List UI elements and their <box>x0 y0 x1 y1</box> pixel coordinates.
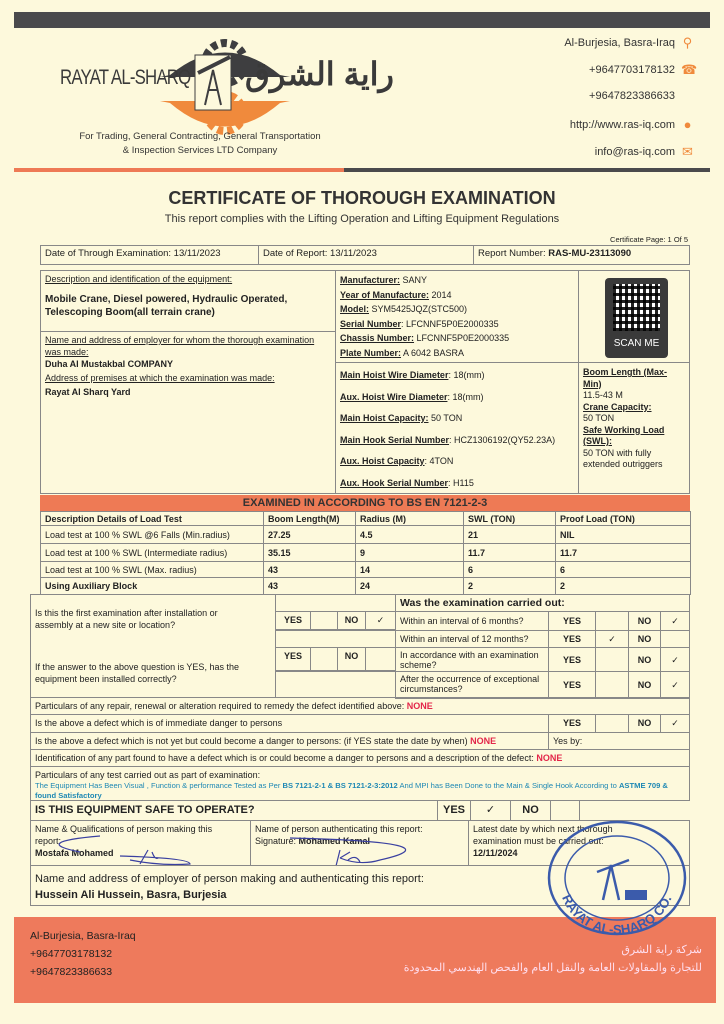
report-number <box>473 245 690 265</box>
question-first-exam: Is this the first examination after installation or assembly at a new site or location? <box>35 608 218 630</box>
mail-icon: ✉ <box>682 144 693 159</box>
table-cell: 21 <box>463 525 556 544</box>
field-label: Manufacturer: <box>340 275 401 285</box>
identification-row <box>30 749 690 767</box>
tagline-line: For Trading, General Contracting, General Transportation <box>79 131 321 142</box>
field-label: Plate Number: <box>340 347 402 358</box>
questions-left <box>30 594 276 698</box>
employer-section <box>40 331 336 494</box>
spec-value: : 4TON <box>424 456 454 466</box>
repair-row <box>30 697 690 715</box>
phone-text: +9647823386633 <box>589 90 675 102</box>
spec-label: Main Hoist Capacity: <box>340 413 429 423</box>
table-cell: 24 <box>355 577 464 595</box>
spec-label: Main Hoist Wire Diameter <box>340 370 449 380</box>
carried-no-box[interactable]: ✓ <box>660 611 690 631</box>
q2-no-box[interactable] <box>365 647 396 672</box>
question-installed-correctly: If the answer to the above question is YES, has the equipment been installed correctly? <box>35 662 239 684</box>
carried-yes-box[interactable] <box>595 647 629 672</box>
safe-question: IS THIS EQUIPMENT SAFE TO OPERATE? <box>30 800 438 821</box>
header-bar <box>14 12 710 28</box>
spec-value: : 18(mm) <box>447 391 484 402</box>
immediate-no-check[interactable]: ✓ <box>660 714 690 733</box>
logo-text-en: RAYAT AL-SHARQ <box>60 66 191 89</box>
table-cell: NIL <box>555 525 691 544</box>
q-spacer <box>275 629 396 648</box>
q2-yes-box[interactable] <box>310 647 338 672</box>
hoist-spec <box>340 451 574 473</box>
next-exam-date: 12/11/2024 <box>473 848 518 858</box>
tests-standard: ASTME 709 & found Satisfactory <box>35 781 668 800</box>
table-cell: Load test at 100 % SWL (Intermediate radius) <box>40 543 264 562</box>
premises-value: Rayat Al Sharq Yard <box>45 387 131 397</box>
report-date: Date of Report: 13/11/2023 <box>258 245 474 265</box>
swl-value: 50 TON with fully extended outriggers <box>583 447 663 469</box>
spec-label: Aux. Hoist Capacity <box>340 456 425 466</box>
website-link[interactable]: http://www.ras-iq.com <box>569 118 675 131</box>
location-pin-icon: ⚲ <box>682 35 693 50</box>
identification-value: NONE <box>536 753 563 763</box>
safe-no-box[interactable] <box>550 800 580 821</box>
q1-yes[interactable]: YES <box>275 611 311 631</box>
crane-capacity-label: Crane Capacity: <box>583 401 652 412</box>
employer-of-person-value: Hussein Ali Hussein, Basra, Burjesia <box>35 889 227 901</box>
table-cell: 11.7 <box>463 543 556 562</box>
table-header: SWL (TON) <box>463 511 556 526</box>
carried-yes[interactable]: YES <box>548 630 596 648</box>
safe-no[interactable]: NO <box>510 800 551 821</box>
table-cell: Load test at 100 % SWL (Max. radius) <box>40 561 264 578</box>
table-cell: 2 <box>555 577 691 595</box>
carried-yes[interactable]: YES <box>548 647 596 672</box>
hoist-spec <box>340 473 574 495</box>
carried-no[interactable]: NO <box>628 611 661 631</box>
table-cell: 43 <box>263 577 356 595</box>
carried-no-box[interactable]: ✓ <box>660 647 690 672</box>
contact-address <box>564 36 694 49</box>
future-danger-row <box>30 732 549 750</box>
table-cell: 43 <box>263 561 356 578</box>
auth-label: Name of person authenticating this report: <box>255 824 423 834</box>
equipment-field <box>340 346 574 361</box>
auth-value: Mohamed Kamal <box>298 836 371 846</box>
carried-yes-box[interactable] <box>595 611 629 631</box>
next-exam-label: Latest date by which next thorough examination must be carried out: <box>473 824 613 846</box>
equipment-field <box>340 302 574 317</box>
handwritten-signature <box>40 828 460 868</box>
table-header: Radius (M) <box>355 511 464 526</box>
desc-label: Description and identification of the equipment: <box>45 274 233 284</box>
footer-arabic-desc: للتجارة والمقاولات العامة والنقل العام والفحص الهندسي المحدودة <box>403 962 702 974</box>
employer-of-person-label: Name and address of employer of person making and authenticating this report: <box>35 873 424 885</box>
table-cell: 27.25 <box>263 525 356 544</box>
field-label: Year of Manufacture: <box>340 289 430 300</box>
carried-out-title: Was the examination carried out: <box>395 594 690 612</box>
report-number-value: RAS-MU-23113090 <box>548 248 632 259</box>
carried-no[interactable]: NO <box>628 647 661 672</box>
company-stamp <box>545 820 690 938</box>
identification-label: Identification of any part found to have a defect which is or could become a danger to persons and a description of the defect: <box>35 753 537 763</box>
table-cell: 4.5 <box>355 525 464 544</box>
safe-yes-check[interactable]: ✓ <box>470 800 511 821</box>
carried-label: After the occurrence of exceptional circumstances? <box>395 671 549 699</box>
hoist-specs <box>335 362 579 494</box>
contact-email[interactable] <box>595 145 694 158</box>
table-cell: Load test at 100 % SWL @6 Falls (Min.radius) <box>40 525 264 544</box>
carried-no[interactable]: NO <box>628 630 661 648</box>
qr-label: SCAN ME <box>613 338 660 349</box>
table-cell: 35.15 <box>263 543 356 562</box>
contact-phone2 <box>589 90 675 102</box>
carried-yes-box[interactable]: ✓ <box>595 630 629 648</box>
spec-value: : H115 <box>448 477 474 488</box>
certificate-page: Certificate Page: 1 Of 5 <box>610 235 688 244</box>
hoist-spec <box>340 430 574 452</box>
equipment-identification <box>335 270 579 363</box>
company-tagline <box>50 130 350 158</box>
q-spacer <box>275 594 396 612</box>
table-cell: 14 <box>355 561 464 578</box>
q2-no[interactable]: NO <box>337 647 366 672</box>
carried-no-box[interactable]: ✓ <box>660 671 690 699</box>
globe-icon: ● <box>683 117 692 132</box>
table-cell: 2 <box>463 577 556 595</box>
carried-label: Within an interval of 6 months? <box>395 611 549 631</box>
tests-text: The Equipment Has Been Visual , Function & performance Tested as Per <box>35 781 283 790</box>
divider-dark <box>344 168 710 172</box>
qr-code[interactable] <box>605 278 668 358</box>
tagline-line: & Inspection Services LTD Company <box>122 145 278 156</box>
table-header: Description Details of Load Test <box>40 511 264 526</box>
immediate-danger-label: Is the above a defect which is of immediate danger to persons <box>30 714 549 733</box>
load-test-band: EXAMINED IN ACCORDING TO BS EN 7121-2-3 <box>40 495 690 512</box>
report-number-label: Report Number: <box>478 248 549 259</box>
field-value: SYM5425JQZ(STC500) <box>369 304 468 314</box>
desc-value: Mobile Crane, Diesel powered, Hydraulic Operated, Telescoping Boom(all terrain crane) <box>45 294 288 318</box>
footer-arabic-name: شركة راية الشرق <box>621 944 702 956</box>
spec-label: Aux. Hook Serial Number <box>340 477 449 488</box>
tests-label: Particulars of any test carried out as part of examination: <box>35 770 261 780</box>
table-header: Boom Length(M) <box>263 511 356 526</box>
address-text: Al-Burjesia, Basra-Iraq <box>564 36 675 49</box>
field-label: Serial Number <box>340 318 402 329</box>
immediate-yes-box[interactable] <box>595 714 629 733</box>
maker-value: Mostafa Mohamed <box>35 848 114 858</box>
field-value: : LFCNNF5P0E2000335 <box>401 318 499 329</box>
table-cell: 9 <box>355 543 464 562</box>
tests-text: And MPI has Been Done to the Main & Single Hook According to <box>397 781 619 790</box>
qr-code-icon <box>613 284 660 331</box>
tests-row <box>30 766 690 801</box>
page-title: CERTIFICATE OF THOROUGH EXAMINATION <box>168 188 556 208</box>
exam-date: Date of Through Examination: 13/11/2023 <box>40 245 259 265</box>
table-cell: 6 <box>463 561 556 578</box>
carried-no[interactable]: NO <box>628 671 661 699</box>
equipment-field <box>340 317 574 332</box>
immediate-no[interactable]: NO <box>628 714 661 733</box>
repair-label: Particulars of any repair, renewal or alteration required to remedy the defect identified above: <box>35 701 407 711</box>
carried-label: In accordance with an examination scheme? <box>395 647 549 672</box>
field-label: Chassis Number: <box>340 333 415 343</box>
future-danger-label: Is the above a defect which is not yet but could become a danger to persons: (if YES state the date by when) <box>35 736 471 746</box>
table-cell: 6 <box>555 561 691 578</box>
q1-yes-box[interactable] <box>310 611 338 631</box>
q-spacer <box>275 670 396 698</box>
maker-label: Name & Qualifications of person making this report: <box>35 824 213 846</box>
q1-no-box[interactable]: ✓ <box>365 611 396 631</box>
contact-phone1 <box>589 62 698 77</box>
field-value: 2014 <box>429 289 452 300</box>
crane-capacity-value: 50 TON <box>583 413 615 423</box>
field-value: LFCNNF5P0E2000335 <box>414 333 510 343</box>
spec-value: : HCZ1306192(QY52.23A) <box>449 434 556 445</box>
q2-yes[interactable]: YES <box>275 647 311 672</box>
hoist-spec <box>340 408 574 430</box>
carried-yes-box[interactable] <box>595 671 629 699</box>
contact-website[interactable] <box>570 118 694 131</box>
premises-label: Address of premises at which the examination was made: <box>45 373 275 383</box>
employer-value: Duha Al Mustakbal COMPANY <box>45 359 174 369</box>
divider-orange <box>14 168 344 172</box>
table-header: Proof Load (TON) <box>555 511 691 526</box>
email-link[interactable]: info@ras-iq.com <box>594 145 675 158</box>
swl-label: Safe Working Load (SWL): <box>583 424 665 446</box>
spec-value: 50 TON <box>428 413 463 423</box>
table-cell: 11.7 <box>555 543 691 562</box>
equipment-field <box>340 288 574 303</box>
carried-label: Within an interval of 12 months? <box>395 630 549 648</box>
carried-yes[interactable]: YES <box>548 671 596 699</box>
boom-value: 11.5-43 M <box>583 390 623 400</box>
equipment-field <box>340 273 574 288</box>
future-danger-value: NONE <box>470 736 497 746</box>
phone-text: +9647703178132 <box>589 63 675 76</box>
footer-address: Al-Burjesia, Basra-Iraq <box>30 930 136 942</box>
svg-text:RAYAT AL-SHARQ CO.: RAYAT AL-SHARQ CO. <box>559 892 675 938</box>
table-cell: Using Auxiliary Block <box>40 577 264 595</box>
signature-label: Signature: <box>255 836 299 846</box>
page-subtitle: This report complies with the Lifting Operation and Lifting Equipment Regulations <box>164 213 560 225</box>
hoist-spec <box>340 387 574 409</box>
immediate-yes[interactable]: YES <box>548 714 596 733</box>
equipment-field <box>340 331 574 346</box>
capacity-specs <box>578 362 690 494</box>
q1-no[interactable]: NO <box>337 611 366 631</box>
spec-label: Main Hook Serial Number <box>340 434 450 445</box>
boom-label: Boom Length (Max-Min) <box>583 367 667 389</box>
carried-yes[interactable]: YES <box>548 611 596 631</box>
hoist-spec <box>340 365 574 387</box>
spec-label: Aux. Hoist Wire Diameter <box>340 391 448 402</box>
repair-value: NONE <box>406 701 433 711</box>
field-value: A 6042 BASRA <box>401 347 465 358</box>
footer-phone: +9647823386633 <box>30 966 113 978</box>
phone-icon: ☎ <box>681 62 698 77</box>
safe-yes[interactable]: YES <box>437 800 471 821</box>
employer-label: Name and address of employer for whom the thorough examination was made: <box>45 335 315 357</box>
logo-text-ar: راية الشرق <box>245 56 394 92</box>
tests-standard: BS 7121-2-1 & BS 7121-2-3:2012 <box>282 781 398 790</box>
field-value: SANY <box>400 275 428 285</box>
footer-phone: +9647703178132 <box>30 948 113 960</box>
carried-no-box[interactable] <box>660 630 690 648</box>
yes-by: Yes by: <box>548 732 690 750</box>
spec-value: : 18(mm) <box>448 370 485 380</box>
field-label: Model: <box>340 304 369 314</box>
equipment-description <box>40 270 336 332</box>
